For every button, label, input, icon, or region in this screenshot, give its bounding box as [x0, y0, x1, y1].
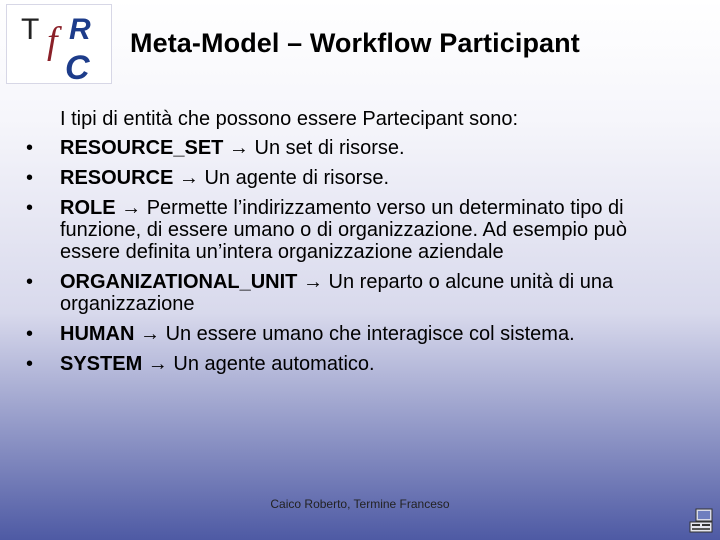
item-term: HUMAN [60, 323, 135, 345]
bullet-icon: • [26, 353, 34, 375]
arrow-right-icon: → [115, 197, 147, 219]
bullet-icon: • [26, 137, 34, 159]
arrow-right-icon: → [134, 323, 166, 345]
bullet-icon: • [26, 167, 34, 189]
list-item [22, 323, 692, 345]
arrow-right-icon: → [223, 137, 255, 159]
arrow-right-icon: → [173, 167, 205, 189]
logo-letter-f: f [47, 20, 58, 62]
item-description: Un essere umano che interagisce col sistema. [165, 323, 575, 345]
logo-letter-c: C [65, 49, 90, 83]
list-item [22, 271, 692, 315]
bullet-icon: • [26, 271, 34, 293]
bullet-icon: • [26, 197, 34, 219]
arrow-right-icon: → [297, 271, 329, 293]
logo-letter-r: R [69, 13, 91, 46]
computer-icon[interactable] [688, 508, 714, 534]
item-term: ROLE [60, 197, 116, 219]
slide-title: Meta-Model – Workflow Participant [130, 28, 580, 58]
list-item [22, 197, 692, 263]
item-description: Un agente automatico. [173, 353, 375, 375]
item-term: RESOURCE_SET [60, 137, 224, 159]
list-item [22, 167, 692, 189]
logo-letter-t: T [21, 13, 40, 46]
tfrc-logo [6, 4, 112, 84]
item-term: RESOURCE [60, 167, 174, 189]
participant-type-list [22, 137, 692, 375]
intro-text: I tipi di entità che possono essere Partecipant sono: [60, 108, 519, 130]
bullet-icon: • [26, 323, 34, 345]
list-item [22, 137, 692, 159]
item-description: Un agente di risorse. [204, 167, 390, 189]
slide-content [22, 108, 692, 383]
arrow-right-icon: → [142, 353, 174, 375]
item-term: ORGANIZATIONAL_UNIT [60, 271, 298, 293]
item-description: Un reparto o alcune unità di una organizzazione [60, 271, 614, 315]
item-description: Permette l’indirizzamento verso un determinato tipo di funzione, di essere umano o di organizzazione. Ad esempio può essere definita un’intera organizzazione aziendale [60, 197, 628, 263]
footer-authors: Caico Roberto, Termine Franceso [270, 497, 450, 511]
list-item [22, 353, 692, 375]
item-description: Un set di risorse. [254, 137, 405, 159]
item-term: SYSTEM [60, 353, 143, 375]
